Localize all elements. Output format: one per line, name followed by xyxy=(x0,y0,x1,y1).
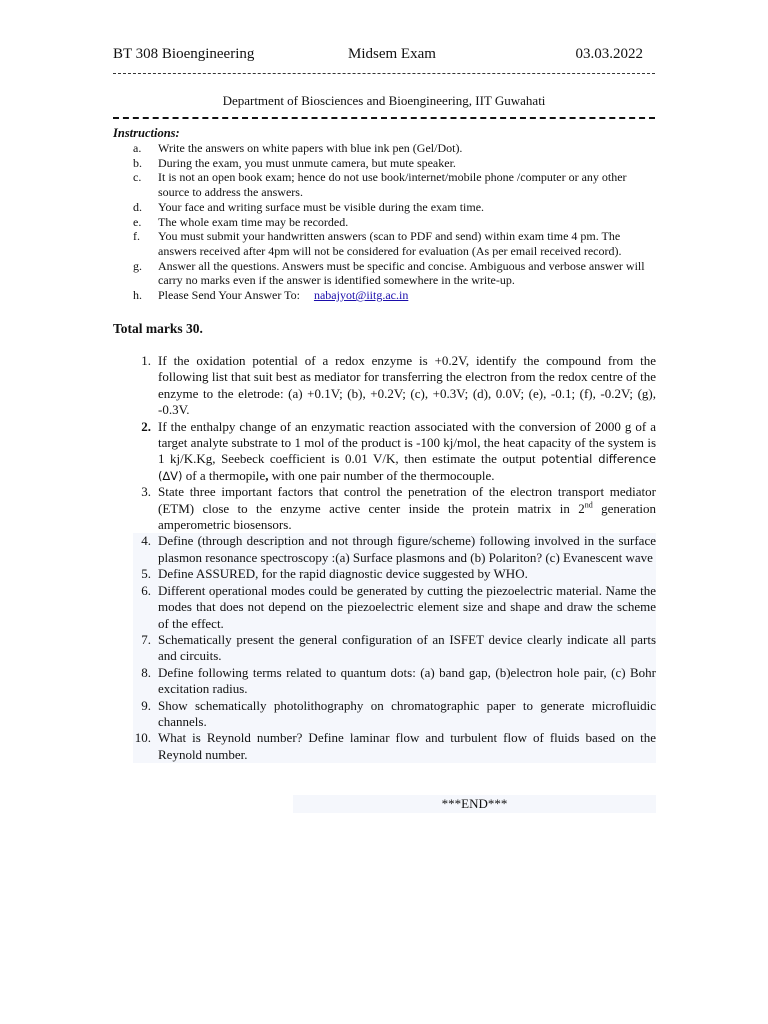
instruction-marker: e. xyxy=(133,214,142,229)
question-number: 3. xyxy=(141,484,151,500)
question-number: 7. xyxy=(141,631,151,647)
divider-top xyxy=(113,73,655,74)
question-text: Show schematically photolithography on chromatographic paper to generate microfluidic channels. xyxy=(158,697,656,729)
instruction-item xyxy=(133,141,656,156)
end-marker: ***END*** xyxy=(293,795,656,813)
instruction-text: Your face and writing surface must be visible during the exam time. xyxy=(158,199,485,214)
question-item xyxy=(133,484,656,533)
instruction-marker: g. xyxy=(133,258,142,273)
question-item xyxy=(133,698,656,731)
question-text: of a thermopile xyxy=(185,467,266,483)
question-number: 6. xyxy=(141,582,151,598)
question-number: 4. xyxy=(141,533,151,549)
instruction-item xyxy=(133,229,656,258)
instruction-text: Please Send Your Answer To: xyxy=(158,288,300,303)
question-number: 5. xyxy=(141,566,151,582)
instruction-item xyxy=(133,156,656,171)
divider-bold xyxy=(113,117,655,119)
question-item xyxy=(133,419,656,485)
question-number: 1. xyxy=(141,353,151,368)
question-item xyxy=(133,583,656,632)
question-number: 9. xyxy=(141,697,151,713)
instruction-marker: h. xyxy=(133,288,142,303)
question-text: Schematically present the general configuration of an ISFET device clearly indicate all parts and circuits. xyxy=(158,631,656,664)
question-text: Define following terms related to quantum dots: (a) band gap, (b)electron hole pair, (c) Bohr excitation radius. xyxy=(158,664,656,697)
instructions-title: Instructions: xyxy=(113,126,180,140)
question-text: If the enthalpy change of an enzymatic reaction associated with the conversion of 2000 g of a target analyte substrate to 1 mol of the product is -100 kj/mol, the heat capacity of the system is 1 kj/K.Kg, Seebeck coefficient is 0.01 V/K, then estimate the output xyxy=(158,418,656,467)
exam-title: Midsem Exam xyxy=(348,46,436,62)
question-text: Different operational modes could be generated by cutting the piezoelectric material. Name the modes that does not depend on the piezoelectric element size and shape and draw the scheme of the effect. xyxy=(158,582,656,631)
question-text: Define ASSURED, for the rapid diagnostic device suggested by WHO. xyxy=(158,566,528,582)
instruction-text: Write the answers on white papers with blue ink pen (Gel/Dot). xyxy=(158,141,463,155)
instruction-text: During the exam, you must unmute camera, but mute speaker. xyxy=(158,155,456,170)
question-text: Define (through description and not through figure/scheme) following involved in the surface plasmon resonance spectroscopy :(a) Surface plasmons and (b) Polariton? (c) Evanescent wave xyxy=(158,533,656,565)
instruction-marker: c. xyxy=(133,170,142,185)
instruction-text: You must submit your handwritten answers (scan to PDF and send) within exam time 4 pm. The answers received after 4pm will not be considered for evaluation (As per email received record). xyxy=(158,229,622,258)
question-item xyxy=(133,566,656,582)
instruction-marker: a. xyxy=(133,141,142,155)
superscript: nd xyxy=(584,500,593,510)
instruction-marker: b. xyxy=(133,155,142,170)
question-item xyxy=(133,632,656,665)
question-text: State three important factors that control the penetration of the electron transport mediator (ETM) close to the enzyme active center inside the protein matrix in 2 xyxy=(158,484,656,516)
instructions-list xyxy=(133,141,656,303)
instruction-marker: f. xyxy=(133,229,140,244)
questions-list xyxy=(133,353,656,763)
course-title: BT 308 Bioengineering xyxy=(113,46,255,62)
exam-date: 03.03.2022 xyxy=(575,46,643,62)
instruction-item xyxy=(133,215,656,230)
question-number: 10. xyxy=(134,730,151,746)
question-number: 8. xyxy=(141,664,151,680)
question-text: What is Reynold number? Define laminar flow and turbulent flow of fluids based on the Reynold number. xyxy=(158,730,656,762)
department-name: Department of Biosciences and Bioengineering, IIT Guwahati xyxy=(222,93,546,108)
instruction-marker: d. xyxy=(133,199,142,214)
question-text-term: potential difference (∆V) xyxy=(158,452,657,483)
instruction-item xyxy=(133,259,656,288)
total-marks: Total marks 30. xyxy=(113,321,203,336)
question-text: with one pair number of the thermocouple. xyxy=(271,467,495,483)
instruction-text: It is not an open book exam; hence do not use book/internet/mobile phone /computer or any other source to address the answers. xyxy=(158,170,627,200)
instruction-item xyxy=(133,200,656,215)
question-item xyxy=(133,353,656,419)
question-item xyxy=(133,665,656,698)
instruction-item xyxy=(133,288,656,303)
instruction-item xyxy=(133,170,656,199)
instruction-text: Answer all the questions. Answers must be specific and concise. Ambiguous and verbose answer will carry no marks even if the answer is identified somewhere in the write-up. xyxy=(158,258,645,288)
email-link[interactable]: nabajyot@iitg.ac.in xyxy=(313,288,409,303)
question-item xyxy=(133,730,656,763)
question-item xyxy=(133,533,656,566)
question-text: generation amperometric biosensors. xyxy=(158,500,656,533)
question-text: If the oxidation potential of a redox enzyme is +0.2V, identify the compound from the following list that suit best as mediator for transferring the electron from the redox centre of the enzyme to the eletrode: (a) +0.1V; (b), +0.2V; (c), +0.3V; (d), 0.0V; (e), -0.1; (f), -0.2V; (g), -0.3V. xyxy=(158,353,656,418)
instruction-text: The whole exam time may be recorded. xyxy=(158,214,349,229)
question-text-comma: , xyxy=(265,467,269,483)
question-number: 2. xyxy=(141,418,151,434)
